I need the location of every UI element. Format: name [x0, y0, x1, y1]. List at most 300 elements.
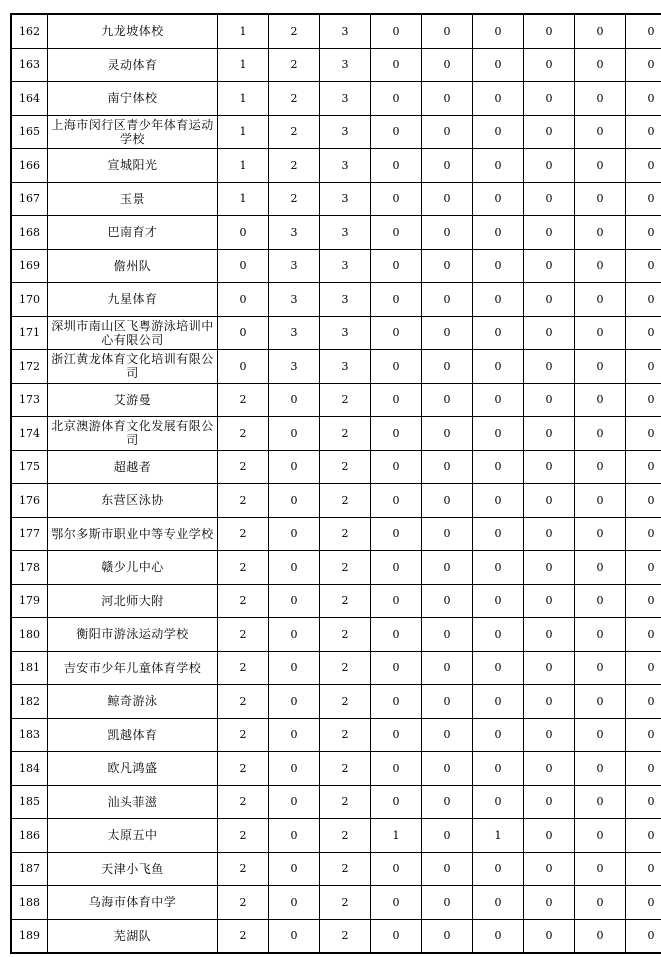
- value-cell: 0: [371, 886, 422, 920]
- team-name: 东营区泳协: [101, 493, 164, 508]
- value-cell: 2: [218, 752, 269, 786]
- value-cell: 0: [371, 484, 422, 518]
- value-cell: 0: [269, 618, 320, 652]
- value-cell: 0: [473, 316, 524, 350]
- team-name: 衡阳市游泳运动学校: [76, 627, 189, 642]
- team-name-cell: [48, 383, 218, 417]
- table-row: [11, 115, 661, 149]
- value-cell: 2: [320, 383, 371, 417]
- value-cell: 2: [218, 450, 269, 484]
- team-name-cell: [48, 819, 218, 853]
- value-cell: 0: [422, 350, 473, 384]
- value-cell: 2: [320, 618, 371, 652]
- team-name-cell: [48, 249, 218, 283]
- value-cell: 1: [218, 82, 269, 116]
- value-cell: 0: [422, 484, 473, 518]
- value-cell: 0: [575, 718, 626, 752]
- rank-cell: 165: [11, 115, 48, 149]
- value-cell: 0: [626, 852, 661, 886]
- value-cell: 0: [269, 919, 320, 953]
- value-cell: 0: [575, 584, 626, 618]
- value-cell: 0: [422, 48, 473, 82]
- value-cell: 1: [218, 48, 269, 82]
- team-name: 鲸奇游泳: [107, 694, 158, 709]
- value-cell: 0: [524, 886, 575, 920]
- value-cell: 0: [626, 249, 661, 283]
- table-row: [11, 517, 661, 551]
- value-cell: 0: [218, 216, 269, 250]
- value-cell: 0: [626, 718, 661, 752]
- value-cell: 0: [473, 752, 524, 786]
- value-cell: 0: [269, 584, 320, 618]
- value-cell: 2: [320, 785, 371, 819]
- value-cell: 0: [626, 14, 661, 48]
- value-cell: 0: [371, 182, 422, 216]
- value-cell: 0: [626, 417, 661, 451]
- rank-cell: 180: [11, 618, 48, 652]
- value-cell: 0: [524, 651, 575, 685]
- team-name: 汕头菲滋: [107, 794, 158, 809]
- rank-cell: 189: [11, 919, 48, 953]
- team-name-cell: [48, 182, 218, 216]
- value-cell: 1: [473, 819, 524, 853]
- rank-cell: 178: [11, 551, 48, 585]
- team-name-cell: [48, 283, 218, 317]
- value-cell: 3: [269, 283, 320, 317]
- value-cell: 2: [218, 484, 269, 518]
- value-cell: 0: [524, 819, 575, 853]
- rank-cell: 181: [11, 651, 48, 685]
- value-cell: 0: [371, 584, 422, 618]
- value-cell: 0: [269, 785, 320, 819]
- value-cell: 0: [575, 48, 626, 82]
- value-cell: 0: [269, 819, 320, 853]
- team-name: 南宁体校: [107, 91, 158, 106]
- value-cell: 0: [524, 685, 575, 719]
- value-cell: 0: [422, 115, 473, 149]
- value-cell: 0: [269, 383, 320, 417]
- value-cell: 0: [473, 584, 524, 618]
- table-row: [11, 685, 661, 719]
- team-name: 上海市闵行区青少年体育运动学校: [51, 117, 214, 146]
- table-row: [11, 551, 661, 585]
- value-cell: 2: [320, 517, 371, 551]
- value-cell: 0: [575, 383, 626, 417]
- rank-cell: 162: [11, 14, 48, 48]
- value-cell: 2: [218, 919, 269, 953]
- value-cell: 0: [371, 417, 422, 451]
- value-cell: 0: [524, 785, 575, 819]
- value-cell: 0: [575, 149, 626, 183]
- value-cell: 0: [371, 618, 422, 652]
- value-cell: 0: [269, 517, 320, 551]
- value-cell: 0: [473, 718, 524, 752]
- team-name-cell: [48, 685, 218, 719]
- value-cell: 0: [473, 685, 524, 719]
- table-row: [11, 450, 661, 484]
- team-name: 河北师大附: [101, 593, 164, 608]
- value-cell: 0: [575, 819, 626, 853]
- value-cell: 1: [218, 115, 269, 149]
- value-cell: 2: [320, 685, 371, 719]
- value-cell: 0: [575, 283, 626, 317]
- value-cell: 0: [473, 82, 524, 116]
- value-cell: 2: [218, 651, 269, 685]
- value-cell: 2: [320, 852, 371, 886]
- rank-cell: 185: [11, 785, 48, 819]
- rank-cell: 169: [11, 249, 48, 283]
- value-cell: 0: [524, 919, 575, 953]
- value-cell: 2: [218, 551, 269, 585]
- rank-cell: 170: [11, 283, 48, 317]
- value-cell: 2: [320, 651, 371, 685]
- rank-cell: 172: [11, 350, 48, 384]
- value-cell: 0: [524, 517, 575, 551]
- value-cell: 0: [269, 752, 320, 786]
- value-cell: 0: [422, 517, 473, 551]
- value-cell: 0: [575, 316, 626, 350]
- value-cell: 0: [473, 48, 524, 82]
- value-cell: 0: [575, 216, 626, 250]
- value-cell: 2: [218, 819, 269, 853]
- value-cell: 0: [524, 115, 575, 149]
- rank-cell: 163: [11, 48, 48, 82]
- team-name-cell: [48, 752, 218, 786]
- value-cell: 0: [371, 919, 422, 953]
- value-cell: 2: [320, 819, 371, 853]
- value-cell: 0: [422, 852, 473, 886]
- team-name: 巴南育才: [107, 225, 158, 240]
- value-cell: 2: [218, 517, 269, 551]
- team-name-cell: [48, 517, 218, 551]
- team-name-cell: [48, 852, 218, 886]
- value-cell: 0: [524, 584, 575, 618]
- value-cell: 0: [422, 584, 473, 618]
- team-name-cell: [48, 651, 218, 685]
- value-cell: 3: [320, 350, 371, 384]
- table-row: [11, 383, 661, 417]
- value-cell: 0: [626, 484, 661, 518]
- team-name: 九龙坡体校: [101, 24, 164, 39]
- team-name-cell: [48, 450, 218, 484]
- team-name-cell: [48, 484, 218, 518]
- value-cell: 0: [626, 48, 661, 82]
- team-name: 宣城阳光: [107, 158, 158, 173]
- value-cell: 0: [575, 82, 626, 116]
- value-cell: 0: [371, 48, 422, 82]
- table-row: [11, 718, 661, 752]
- value-cell: 1: [371, 819, 422, 853]
- value-cell: 0: [626, 82, 661, 116]
- value-cell: 2: [269, 82, 320, 116]
- rank-cell: 182: [11, 685, 48, 719]
- value-cell: 3: [320, 14, 371, 48]
- value-cell: 0: [473, 115, 524, 149]
- value-cell: 0: [422, 618, 473, 652]
- value-cell: 3: [320, 115, 371, 149]
- table-row: [11, 417, 661, 451]
- value-cell: 0: [575, 249, 626, 283]
- value-cell: 2: [320, 450, 371, 484]
- value-cell: 0: [473, 852, 524, 886]
- value-cell: 0: [575, 14, 626, 48]
- value-cell: 0: [473, 484, 524, 518]
- value-cell: 0: [371, 316, 422, 350]
- table-row: [11, 316, 661, 350]
- value-cell: 0: [422, 919, 473, 953]
- table-row: [11, 48, 661, 82]
- value-cell: 0: [473, 149, 524, 183]
- team-name-cell: [48, 785, 218, 819]
- value-cell: 0: [473, 651, 524, 685]
- value-cell: 0: [575, 551, 626, 585]
- value-cell: 0: [575, 417, 626, 451]
- value-cell: 0: [626, 819, 661, 853]
- value-cell: 0: [422, 785, 473, 819]
- value-cell: 0: [626, 752, 661, 786]
- value-cell: 1: [218, 182, 269, 216]
- value-cell: 0: [524, 718, 575, 752]
- value-cell: 0: [269, 852, 320, 886]
- value-cell: 0: [422, 819, 473, 853]
- value-cell: 0: [575, 651, 626, 685]
- team-name: 天津小飞鱼: [101, 861, 164, 876]
- value-cell: 0: [269, 417, 320, 451]
- value-cell: 0: [422, 752, 473, 786]
- team-name-cell: [48, 216, 218, 250]
- table-row: [11, 618, 661, 652]
- value-cell: 0: [371, 283, 422, 317]
- value-cell: 0: [524, 618, 575, 652]
- value-cell: 0: [575, 752, 626, 786]
- team-name: 九星体育: [107, 292, 158, 307]
- value-cell: 0: [473, 350, 524, 384]
- table-row: [11, 752, 661, 786]
- team-name-cell: [48, 14, 218, 48]
- value-cell: 0: [524, 484, 575, 518]
- value-cell: 0: [524, 852, 575, 886]
- team-name-cell: [48, 149, 218, 183]
- value-cell: 0: [626, 350, 661, 384]
- value-cell: 0: [422, 651, 473, 685]
- rank-cell: 187: [11, 852, 48, 886]
- value-cell: 0: [422, 316, 473, 350]
- team-name: 超越者: [113, 459, 152, 474]
- value-cell: 2: [218, 383, 269, 417]
- value-cell: 0: [422, 216, 473, 250]
- table-row: [11, 819, 661, 853]
- value-cell: 3: [320, 149, 371, 183]
- team-name-cell: [48, 316, 218, 350]
- value-cell: 0: [218, 316, 269, 350]
- rank-cell: 177: [11, 517, 48, 551]
- value-cell: 0: [524, 551, 575, 585]
- value-cell: 0: [473, 182, 524, 216]
- value-cell: 0: [422, 417, 473, 451]
- value-cell: 0: [524, 350, 575, 384]
- table-row: [11, 785, 661, 819]
- team-name: 赣少儿中心: [101, 560, 164, 575]
- value-cell: 3: [320, 182, 371, 216]
- value-cell: 2: [218, 718, 269, 752]
- value-cell: 2: [218, 685, 269, 719]
- value-cell: 0: [524, 149, 575, 183]
- table-row: [11, 886, 661, 920]
- value-cell: 0: [371, 115, 422, 149]
- value-cell: 2: [320, 484, 371, 518]
- rank-cell: 184: [11, 752, 48, 786]
- value-cell: 2: [269, 182, 320, 216]
- value-cell: 0: [473, 283, 524, 317]
- value-cell: 0: [371, 785, 422, 819]
- value-cell: 2: [218, 618, 269, 652]
- value-cell: 0: [371, 718, 422, 752]
- value-cell: 0: [422, 283, 473, 317]
- value-cell: 0: [269, 685, 320, 719]
- rank-cell: 166: [11, 149, 48, 183]
- team-name: 欧凡鸿盛: [107, 761, 158, 776]
- team-name-cell: [48, 115, 218, 149]
- value-cell: 0: [575, 919, 626, 953]
- value-cell: 0: [371, 82, 422, 116]
- rank-cell: 174: [11, 417, 48, 451]
- team-name: 芜湖队: [113, 928, 152, 943]
- value-cell: 0: [626, 517, 661, 551]
- value-cell: 0: [473, 618, 524, 652]
- value-cell: 0: [473, 14, 524, 48]
- value-cell: 3: [269, 316, 320, 350]
- value-cell: 3: [269, 249, 320, 283]
- value-cell: 0: [422, 886, 473, 920]
- value-cell: 0: [524, 14, 575, 48]
- value-cell: 0: [524, 48, 575, 82]
- team-name: 太原五中: [107, 828, 158, 843]
- value-cell: 0: [626, 216, 661, 250]
- value-cell: 0: [626, 685, 661, 719]
- value-cell: 3: [320, 316, 371, 350]
- value-cell: 0: [371, 752, 422, 786]
- value-cell: 0: [575, 852, 626, 886]
- value-cell: 0: [626, 618, 661, 652]
- team-name: 凯越体育: [107, 727, 158, 742]
- value-cell: 1: [218, 14, 269, 48]
- value-cell: 0: [371, 383, 422, 417]
- value-cell: 0: [575, 484, 626, 518]
- value-cell: 0: [422, 450, 473, 484]
- rank-cell: 175: [11, 450, 48, 484]
- value-cell: 0: [422, 182, 473, 216]
- rank-cell: 173: [11, 383, 48, 417]
- value-cell: 2: [218, 852, 269, 886]
- table-row: [11, 149, 661, 183]
- table-row: [11, 216, 661, 250]
- table-row: [11, 484, 661, 518]
- value-cell: 2: [320, 718, 371, 752]
- value-cell: 0: [371, 551, 422, 585]
- value-cell: 0: [422, 718, 473, 752]
- value-cell: 0: [473, 216, 524, 250]
- team-name: 灵动体育: [107, 57, 158, 72]
- value-cell: 0: [371, 685, 422, 719]
- table-row: [11, 14, 661, 48]
- value-cell: 0: [473, 785, 524, 819]
- value-cell: 0: [626, 551, 661, 585]
- team-name-cell: [48, 551, 218, 585]
- table-row: [11, 919, 661, 953]
- value-cell: 0: [371, 350, 422, 384]
- value-cell: 0: [575, 785, 626, 819]
- value-cell: 2: [320, 584, 371, 618]
- value-cell: 0: [473, 417, 524, 451]
- value-cell: 0: [575, 517, 626, 551]
- rank-cell: 176: [11, 484, 48, 518]
- value-cell: 0: [218, 283, 269, 317]
- value-cell: 2: [320, 886, 371, 920]
- value-cell: 2: [320, 417, 371, 451]
- value-cell: 0: [626, 182, 661, 216]
- value-cell: 0: [575, 182, 626, 216]
- table-row: [11, 584, 661, 618]
- value-cell: 2: [320, 551, 371, 585]
- value-cell: 2: [218, 785, 269, 819]
- team-name: 艾游曼: [113, 392, 152, 407]
- value-cell: 0: [473, 450, 524, 484]
- value-cell: 0: [626, 584, 661, 618]
- table-row: [11, 283, 661, 317]
- value-cell: 0: [473, 551, 524, 585]
- value-cell: 0: [575, 450, 626, 484]
- value-cell: 0: [524, 82, 575, 116]
- value-cell: 0: [524, 182, 575, 216]
- value-cell: 0: [269, 886, 320, 920]
- value-cell: 0: [524, 249, 575, 283]
- value-cell: 2: [269, 115, 320, 149]
- value-cell: 0: [422, 14, 473, 48]
- value-cell: 0: [524, 316, 575, 350]
- value-cell: 0: [575, 685, 626, 719]
- rank-cell: 171: [11, 316, 48, 350]
- rank-cell: 179: [11, 584, 48, 618]
- value-cell: 0: [269, 450, 320, 484]
- value-cell: 3: [320, 82, 371, 116]
- value-cell: 0: [524, 417, 575, 451]
- rank-cell: 186: [11, 819, 48, 853]
- value-cell: 0: [524, 383, 575, 417]
- value-cell: 0: [473, 886, 524, 920]
- value-cell: 0: [371, 216, 422, 250]
- value-cell: 0: [269, 484, 320, 518]
- team-name-cell: [48, 417, 218, 451]
- value-cell: 2: [320, 919, 371, 953]
- value-cell: 3: [320, 283, 371, 317]
- value-cell: 0: [626, 886, 661, 920]
- value-cell: 0: [626, 316, 661, 350]
- value-cell: 0: [626, 651, 661, 685]
- team-name-cell: [48, 82, 218, 116]
- value-cell: 1: [218, 149, 269, 183]
- table-row: [11, 182, 661, 216]
- team-name: 北京澳游体育文化发展有限公司: [51, 419, 214, 448]
- value-cell: 0: [575, 115, 626, 149]
- value-cell: 2: [218, 584, 269, 618]
- value-cell: 2: [269, 149, 320, 183]
- team-name: 深圳市南山区飞粤游泳培训中心有限公司: [51, 318, 214, 347]
- table-row: [11, 82, 661, 116]
- value-cell: 0: [626, 919, 661, 953]
- value-cell: 0: [218, 350, 269, 384]
- value-cell: 0: [626, 383, 661, 417]
- team-name-cell: [48, 718, 218, 752]
